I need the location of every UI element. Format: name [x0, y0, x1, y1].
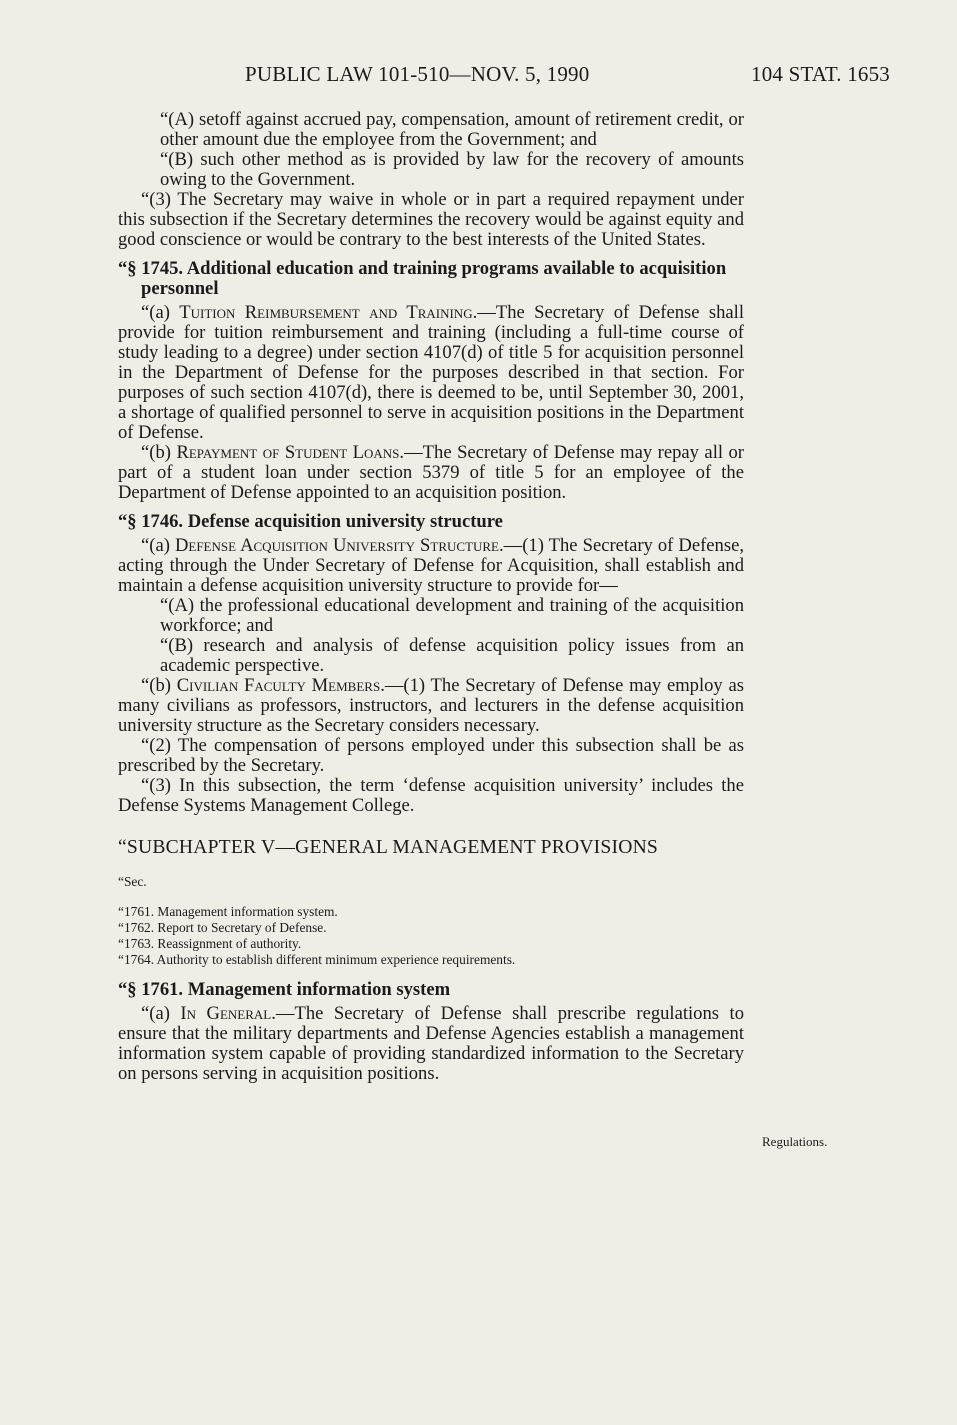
subsection-a-university: “(a) Defense Acquisition University Structure.—(1) The Secretary of Defense, acting through the Under Secretary of Defense for Acquisition, shall establish and maintain a defense acquisition university structure to provide for—	[118, 535, 744, 596]
subsection-b-faculty: “(b) Civilian Faculty Members.—(1) The Secretary of Defense may employ as many civilians as professors, instructors, and lecturers in the defense acquisition university structure as the Secretary considers necessary.	[118, 675, 745, 736]
document-body	[118, 110, 744, 1084]
paragraph-3-definition: “(3) In this subsection, the term ‘defense acquisition university’ includes the Defense Systems Management College.	[118, 775, 744, 816]
toc-item: “1761. Management information system.	[118, 904, 338, 919]
toc-item: “1762. Report to Secretary of Defense.	[118, 920, 327, 935]
subsection-a-general: “(a) In General.—The Secretary of Defense shall prescribe regulations to ensure that the military departments and Defense Agencies establish a management information system capable of providing standardized information to the Secretary on persons serving in acquisition positions.	[118, 1003, 744, 1084]
caption-tuition: Tuition Reimbursement and Training	[179, 302, 473, 323]
caption-general: In General	[180, 1003, 272, 1024]
paragraph-2-compensation: “(2) The compensation of persons employed under this subsection shall be as prescribed by the Secretary.	[118, 735, 744, 776]
section-heading-1761: “§ 1761. Management information system	[118, 979, 451, 1000]
clause-b-research: “(B) research and analysis of defense acquisition policy issues from an academic perspective.	[160, 635, 744, 676]
paragraph-3-waiver: “(3) The Secretary may waive in whole or in part a required repayment under this subsection if the Secretary determines the recovery would be against equity and good conscience or would be contrary to the best interests of the United States.	[118, 189, 744, 250]
running-title: PUBLIC LAW 101-510—NOV. 5, 1990	[245, 62, 590, 86]
toc-item: “1764. Authority to establish different minimum experience requirements.	[118, 952, 516, 967]
subsection-a-tuition: “(a) Tuition Reimbursement and Training.—The Secretary of Defense shall provide for tuition reimbursement and training (including a full-time course of study leading to a degree) under section 4107(d) of title 5 for acquisition personnel in the Department of Defense for the purposes described in that section. For purposes of such section 4107(d), there is deemed to be, until September 30, 2001, a shortage of qualified personnel to serve in acquisition positions in the Department of Defense.	[118, 302, 744, 443]
caption-repayment: Repayment of Student Loans	[176, 442, 400, 463]
subsection-b-repayment: “(b) Repayment of Student Loans.—The Secretary of Defense may repay all or part of a student loan under section 5379 of title 5 for an employee of the Department of Defense appointed to an acquisition position.	[118, 442, 745, 503]
clause-a-professional: “(A) the professional educational development and training of the acquisition workforce; and	[160, 595, 744, 636]
subchapter-heading: “SUBCHAPTER V—GENERAL MANAGEMENT PROVISIONS	[118, 837, 659, 858]
table-of-sections	[118, 904, 744, 968]
clause-b-other-method: “(B) such other method as is provided by law for the recovery of amounts owing to the Government.	[160, 149, 744, 190]
toc-sec-label: “Sec.	[118, 874, 147, 889]
clause-a-setoff: “(A) setoff against accrued pay, compensation, amount of retirement credit, or other amount due the employee from the Government; and	[160, 109, 744, 150]
toc-item: “1763. Reassignment of authority.	[118, 936, 302, 951]
caption-university: Defense Acquisition University Structure	[174, 535, 499, 556]
margin-note: Regulations.	[762, 1134, 828, 1149]
section-heading-1745: “§ 1745. Additional education and training programs available to acquisition personnel	[118, 258, 727, 299]
statute-page-number: 104 STAT. 1653	[751, 62, 890, 86]
section-heading-1746: “§ 1746. Defense acquisition university structure	[118, 511, 503, 532]
caption-faculty: Civilian Faculty Members	[176, 675, 381, 696]
